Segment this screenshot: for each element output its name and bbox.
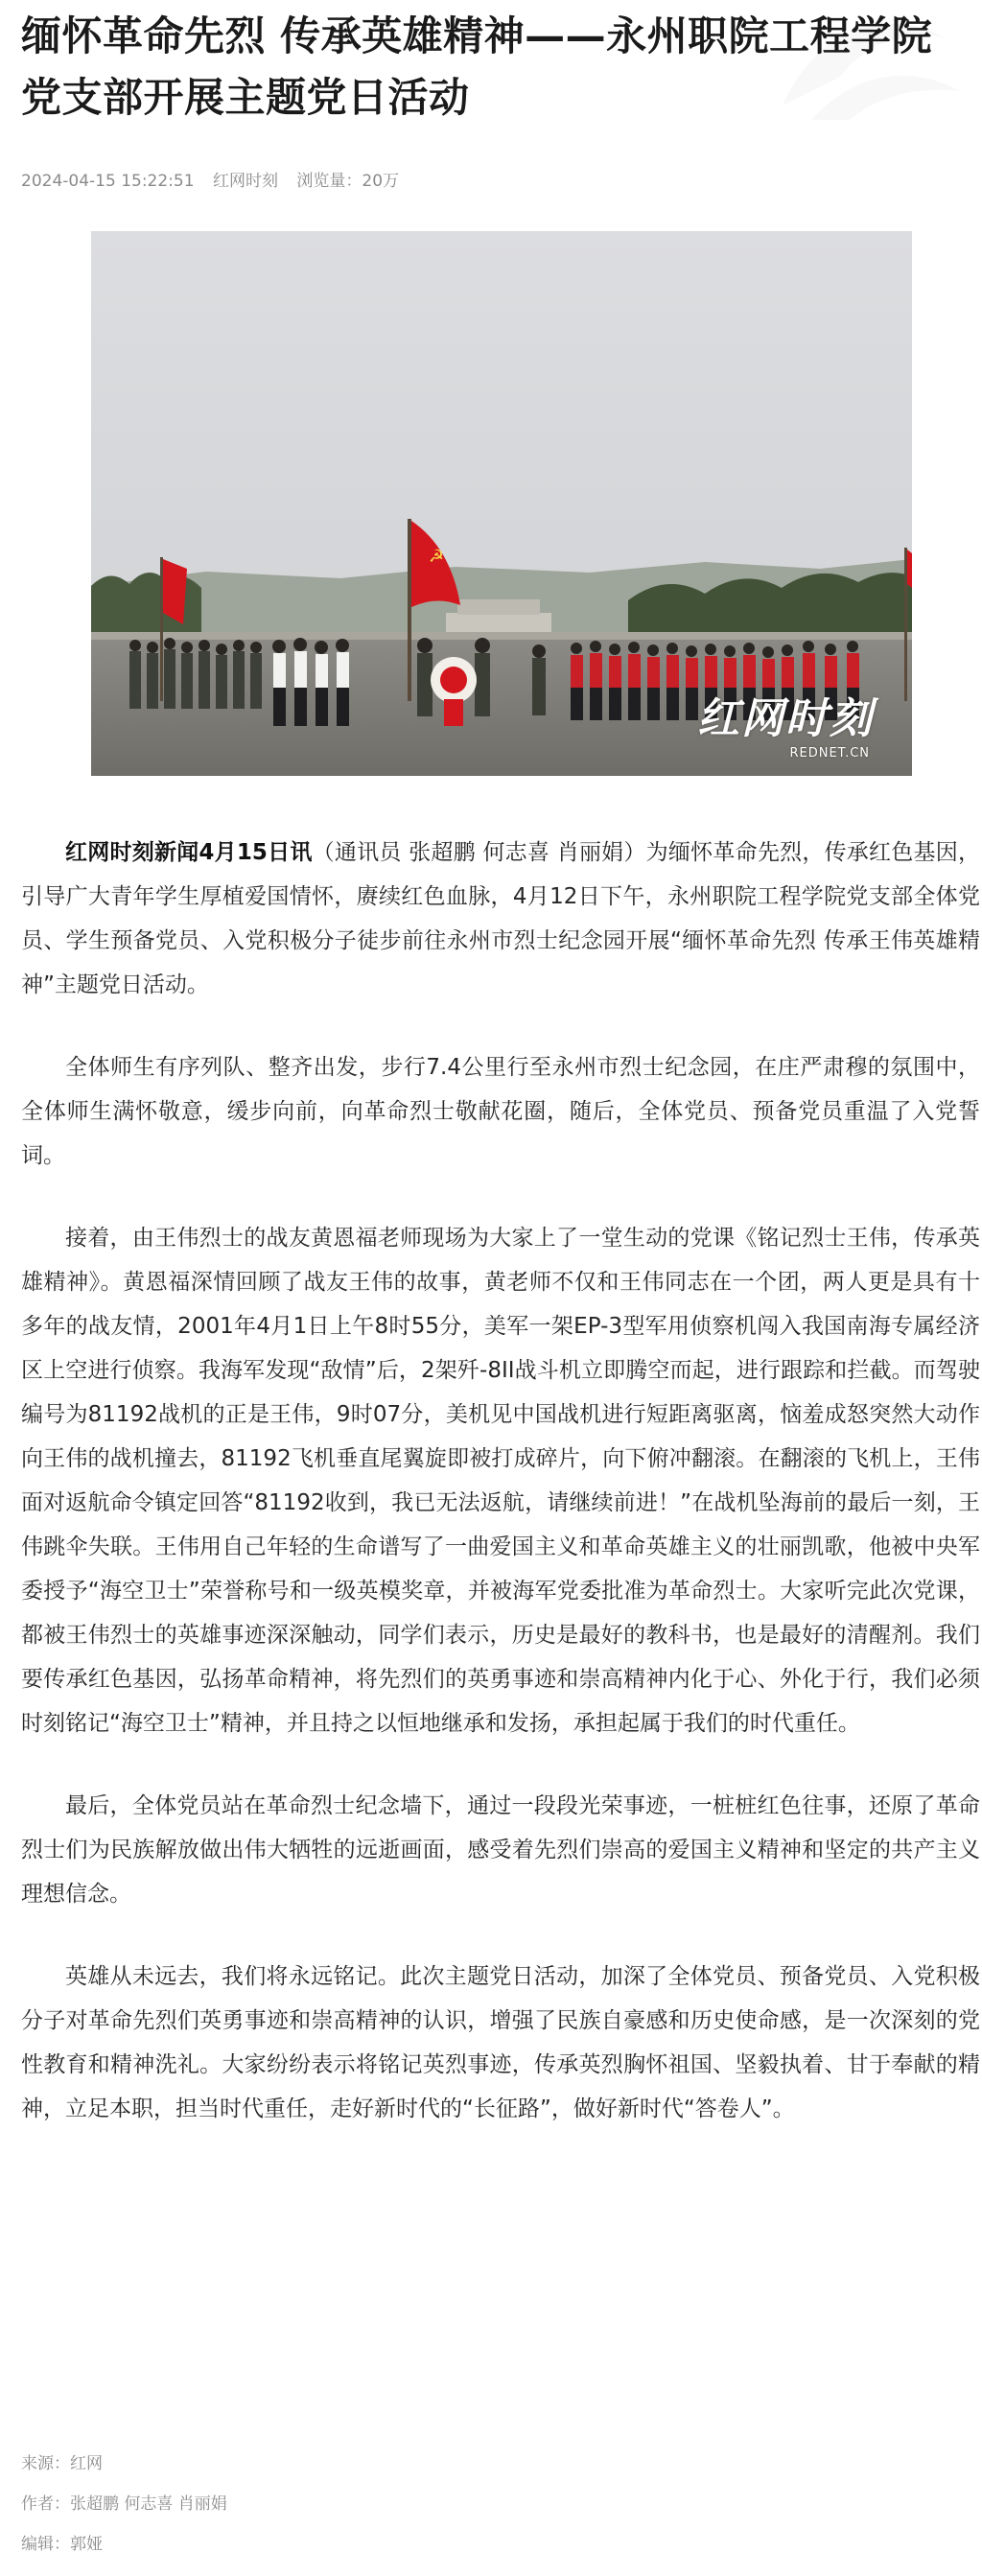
body-paragraph: 接着，由王伟烈士的战友黄恩福老师现场为大家上了一堂生动的党课《铭记烈士王伟，传承英雄精神》。黄恩福深情回顾了战友王伟的故事，黄老师不仅和王伟同志在一个团，两人更是具有十多年的战友情，2001年4月1日上午8时55分，美军一架EP-3型军用侦察机闯入我国南海专属经济区上空进行侦察。我海军发现“敌情”后，2架歼-8II战斗机立即腾空而起，进行跟踪和拦截。而驾驶编号为81192战机的正是王伟，9时07分，美机见中国战机进行短距离驱离，恼羞成怒突然大动作向王伟的战机撞去，81192飞机垂直尾翼旋即被打成碎片，向下俯冲翻滚。在翻滚的飞机上，王伟面对返航命令镇定回答“81192收到，我已无法返航，请继续前进！”在战机坠海前的最后一刻，王伟跳伞失联。王伟用自己年轻的生命谱写了一曲爱国主义和革命英雄主义的壮丽凯歌，他被中央军委授予“海空卫士”荣誉称号和一级英模奖章，并被海军党委批准为革命烈士。大家听完此次党课，都被王伟烈士的英雄事迹深深触动，同学们表示，历史是最好的教科书，也是最好的清醒剂。我们要传承红色基因，弘扬革命精神，将先烈们的英勇事迹和崇高精神内化于心、外化于行，我们必须时刻铭记“海空卫士”精神，并且持之以恒地继承和发扬，承担起属于我们的时代重任。: [21, 1226, 980, 1736]
article-photo: [91, 231, 912, 776]
lead-paragraph: [21, 831, 980, 1007]
body-paragraph: 全体师生有序列队、整齐出发，步行7.4公里行至永州市烈士纪念园，在庄严肃穆的氛围中，全体师生满怀敬意，缓步向前，向革命烈士敬献花圈，随后，全体党员、预备党员重温了入党誓词。: [21, 1055, 980, 1168]
photo-watermark-logo: 红网时刻: [697, 694, 874, 743]
footer-editor: 编辑：郭娅: [21, 2535, 103, 2554]
source-link[interactable]: 红网时刻: [212, 172, 278, 191]
article-meta: [21, 167, 412, 191]
lead-text: （通讯员 张超鹏 何志喜 肖丽娟）为缅怀革命先烈，传承红色基因，引导广大青年学生厚植爱国情怀，赓续红色血脉，4月12日下午，永州职院工程学院党支部全体党员、学生预备党员、入党积极分子徒步前往永州市烈士纪念园开展“缅怀革命先烈 传承王伟英雄精神”主题党日活动。: [21, 840, 981, 997]
photo-watermark-domain: REDNET.CN: [789, 746, 870, 761]
view-count: 浏览量：20万: [296, 172, 400, 191]
article-footer: [21, 2444, 227, 2564]
body-paragraph: 最后，全体党员站在革命烈士纪念墙下，通过一段段光荣事迹，一桩桩红色往事，还原了革命烈士们为民族解放做出伟大牺牲的远逝画面，感受着先烈们崇高的爱国主义精神和坚定的共产主义理想信念。: [21, 1793, 980, 1907]
body-paragraph: 英雄从未远去，我们将永远铭记。此次主题党日活动，加深了全体党员、预备党员、入党积极分子对革命先烈们英勇事迹和崇高精神的认识，增强了民族自豪感和历史使命感，是一次深刻的党性教育和精神洗礼。大家纷纷表示将铭记英烈事迹，传承英烈胸怀祖国、坚毅执着、甘于奉献的精神，立足本职，担当时代重任，走好新时代的“长征路”，做好新时代“答卷人”。: [21, 1964, 980, 2121]
publish-datetime: 2024-04-15 15:22:51: [21, 172, 195, 191]
footer-author: 作者：张超鹏 何志喜 肖丽娟: [21, 2494, 227, 2514]
lead-dateline: 红网时刻新闻4月15日讯: [65, 840, 313, 865]
article-title: 缅怀革命先烈 传承英雄精神——永州职院工程学院党支部开展主题党日活动: [21, 12, 933, 121]
svg-text:☭: ☭: [429, 547, 445, 567]
article-body: [21, 831, 980, 2169]
footer-source: 来源：红网: [21, 2454, 103, 2473]
